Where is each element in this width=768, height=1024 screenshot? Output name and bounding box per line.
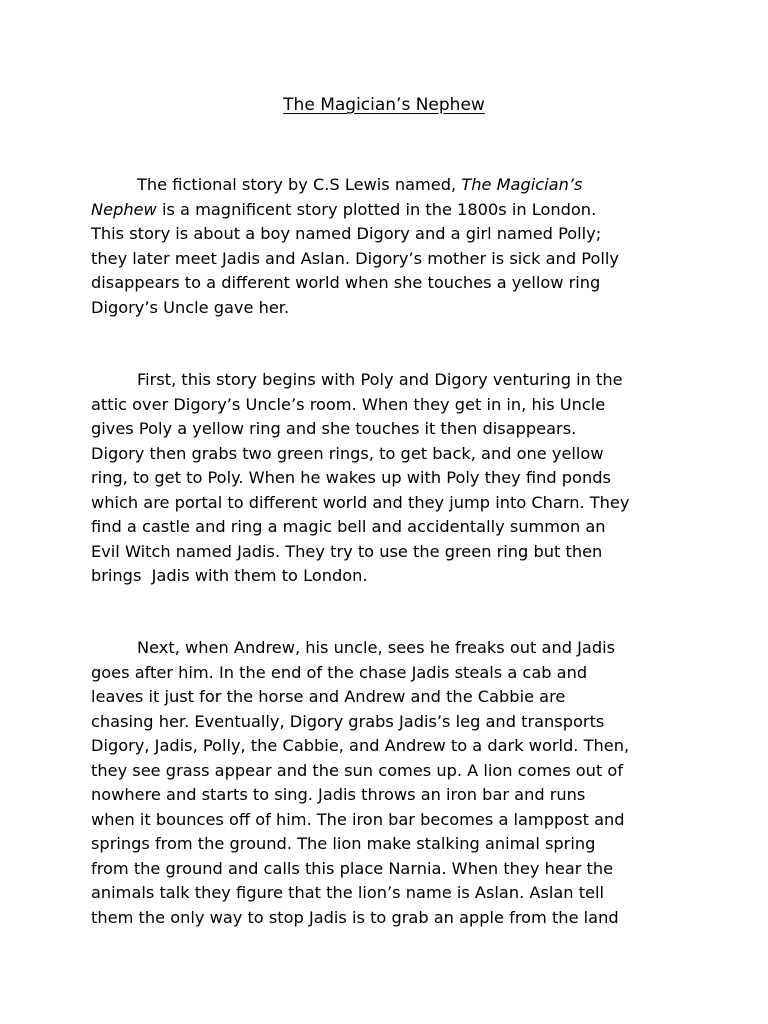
paragraph-line: chasing her. Eventually, Digory grabs Jadis’s leg and transports: [91, 711, 605, 731]
book-title-italic: Nephew: [91, 199, 157, 219]
paragraph-line: First, this story begins with Poly and Digory venturing in the: [137, 370, 623, 389]
document-title: The Magician’s Nephew: [283, 95, 485, 115]
paragraph-line: them the only way to stop Jadis is to grab an apple from the land: [91, 907, 619, 927]
paragraph-line: springs from the ground. The lion make stalking animal spring: [91, 834, 596, 853]
paragraph-line: goes after him. In the end of the chase Jadis steals a cab and: [91, 662, 588, 682]
paragraph-line: ring, to get to Poly. When he wakes up with Poly they find ponds: [91, 468, 611, 487]
paragraph-next: [91, 636, 691, 930]
paragraph-line: which are portal to different world and they jump into Charn. They: [91, 492, 630, 512]
paragraph-line: gives Poly a yellow ring and she touches it then disappears.: [91, 419, 577, 438]
paragraph-line: find a castle and ring a magic bell and accidentally summon an: [91, 517, 606, 536]
paragraph-line: [91, 173, 691, 198]
paragraph-line: Digory then grabs two green rings, to get back, and one yellow: [91, 443, 604, 463]
paragraph-intro: [91, 173, 691, 320]
paragraph-line: nowhere and starts to sing. Jadis throws an iron bar and runs: [91, 785, 586, 804]
paragraph-line: animals talk they figure that the lion’s name is Aslan. Aslan tell: [91, 883, 604, 902]
paragraph-line: disappears to a different world when she touches a yellow ring: [91, 273, 601, 292]
paragraph-line: from the ground and calls this place Narnia. When they hear the: [91, 858, 614, 878]
paragraph-line: leaves it just for the horse and Andrew and the Cabbie are: [91, 687, 566, 706]
line-text: is a magnificent story plotted in the 1800s in London.: [156, 199, 597, 219]
paragraph-line: Next, when Andrew, his uncle, sees he freaks out and Jadis: [137, 638, 616, 657]
paragraph-line: they see grass appear and the sun comes up. A lion comes out of: [91, 760, 624, 780]
paragraph-line: they later meet Jadis and Aslan. Digory’s mother is sick and Polly: [91, 248, 619, 268]
paragraph-line: attic over Digory’s Uncle’s room. When they get in in, his Uncle: [91, 394, 606, 414]
paragraph-line: [91, 198, 691, 223]
line-text: The fictional story by C.S Lewis named,: [137, 175, 462, 194]
paragraph-line: Evil Witch named Jadis. They try to use the green ring but then: [91, 541, 603, 561]
paragraph-line: Digory’s Uncle gave her.: [91, 297, 290, 317]
paragraph-line: brings Jadis with them to London.: [91, 566, 368, 585]
paragraph-line: when it bounces off of him. The iron bar becomes a lamppost and: [91, 809, 625, 829]
book-title-italic: The Magician’s: [461, 175, 583, 194]
paragraph-first: [91, 368, 691, 589]
paragraph-line: Digory, Jadis, Polly, the Cabbie, and Andrew to a dark world. Then,: [91, 736, 630, 755]
paragraph-line: This story is about a boy named Digory and a girl named Polly;: [91, 224, 602, 243]
